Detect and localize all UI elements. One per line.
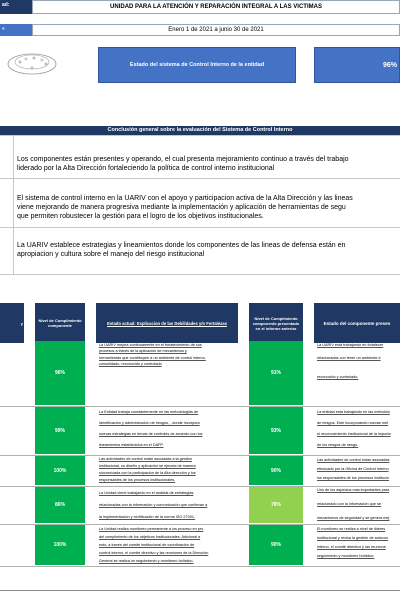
component-pct: 100%: [35, 456, 85, 485]
previous-pct: 90%: [249, 525, 303, 565]
component-pct: 96%: [35, 341, 85, 405]
component-desc: La UARIV mejora continuamente en el fortalecimiento de sus procesos a través de la aplicación de mecanismos y herramientas que contribuyen a un ambiente de control interno, consolidado, reconocido y controlado: [99, 343, 206, 367]
col-header-prev: Nivel de Cumplimiento componente presentado en el informe anterior: [249, 303, 303, 343]
component-state: Las actividades de control estan asociadas efectuado por la Oficina de Control Interno los responsables de los procesos institucio: [317, 458, 390, 480]
col-header-left: y: [0, 303, 24, 343]
conclusion-text: El sistema de control interno en la UARIV con el apoyo y participacion activa de la Alta Dirección y las lineas viene mejorando de manera progresiva mediante la implementación y aplicación de herramientas de segu que permiten robustecer la gestión para el logro de los objetivos institucionales.: [17, 195, 353, 220]
conclusion-row-marker: [0, 179, 14, 227]
conclusion-text: La UARIV establece estrategias y lineamientos donde los componentes de las lineas de defensa están en apropiacion y cultura sobre el manejo del riesgo institucional: [17, 242, 346, 258]
previous-pct: 91%: [249, 341, 303, 405]
conclusion-row: [0, 179, 400, 228]
previous-pct: 93%: [249, 407, 303, 454]
col-header-state: Estado del componente presen: [314, 303, 400, 343]
component-pct: 99%: [35, 407, 85, 454]
conclusion-row: [0, 228, 400, 275]
status-value-box: 96%: [314, 47, 400, 83]
col-header-pct: Nivel de Cumplimiento componente: [35, 303, 85, 343]
component-desc: La Unidad viene trabajando en el análisis de estrategias relacionadas con la información y comunicación que conllevan a la implementación y certificación de la norma ISO 27001.: [99, 491, 208, 519]
conclusion-row-marker: [0, 228, 14, 274]
component-desc: La Entidad trabaja constantemente en las metodologías de identificación y administración de riesgos, , donde incorpora nuevas estrategias en temas de controles de acuerdo con los lineamientos establecidos en el DAFP.: [99, 410, 203, 447]
conclusion-title: Conclusión general sobre la evaluación del Sistema de Control Interno: [0, 126, 400, 135]
component-state: El monitoreo se realiza a nivel de lideres institucional y revisa la gestión de autocon interno, el comité directivo y las reunione seguimiento y monitoreo holístico.: [317, 527, 389, 558]
row-divider: [0, 566, 400, 567]
entity-label: ad:: [0, 0, 32, 14]
period-value: Enero 1 de 2021 a junio 30 de 2021: [32, 24, 400, 36]
previous-pct: 78%: [249, 487, 303, 523]
component-pct: 86%: [35, 487, 85, 523]
status-label-box: Estado del sistema de Control Interno de la entidad: [98, 47, 296, 83]
previous-pct: 90%: [249, 456, 303, 485]
bottom-strip: [0, 590, 400, 591]
conclusion-row: [0, 135, 400, 179]
period-label: «: [0, 24, 32, 36]
component-state: Uno de los aspectos más importantes para relacionado con la información que se mecanismos de seguridad y se genera mej: [317, 488, 390, 520]
component-desc: Las actividades de control están asociadas a la gestión institucional, su diseño y aplicación se ejecuta de manera sincronizada con la participación de la Alta dirección y los responsables de los procesos institucionales.: [99, 457, 196, 482]
col-header-desc: Estado actual: Explicacion de las Debilidades y/o Fortalezas: [96, 303, 238, 343]
component-desc: La Unidad realiza monitoreo permanente a los proceso en pro del cumplimiento de los objetivos institucionales. Adicional a esto, a través del comité institucional de coordinación de control interno, el comité directivo y las reuniones de la Dirección General se realiza un seguimiento y monitoreo holístico.: [99, 527, 209, 563]
entity-name: UNIDAD PARA LA ATENCIÓN Y REPARACIÓN INTEGRAL A LAS VICTIMAS: [32, 0, 400, 14]
logo-icon: [4, 36, 60, 82]
conclusion-text: Los componentes están presentes y operando, el cual presenta mejoramiento continuo a través del trabajo liderado por la Alta Dirección fortaleciendo la política de control interno institucional: [17, 156, 349, 172]
component-state: La entidad esta trabajando en las metodolo de riesgos. Este incorporando nuevas met el reconocimiento institucional de la importa de los riesgos de riesgo.: [317, 410, 391, 447]
component-pct: 100%: [35, 525, 85, 565]
component-state: La UARIV está trabajando en fortalecer relacionadas con tener un ambiente d reconocido y controlado.: [317, 343, 384, 380]
conclusion-row-marker: [0, 136, 14, 178]
